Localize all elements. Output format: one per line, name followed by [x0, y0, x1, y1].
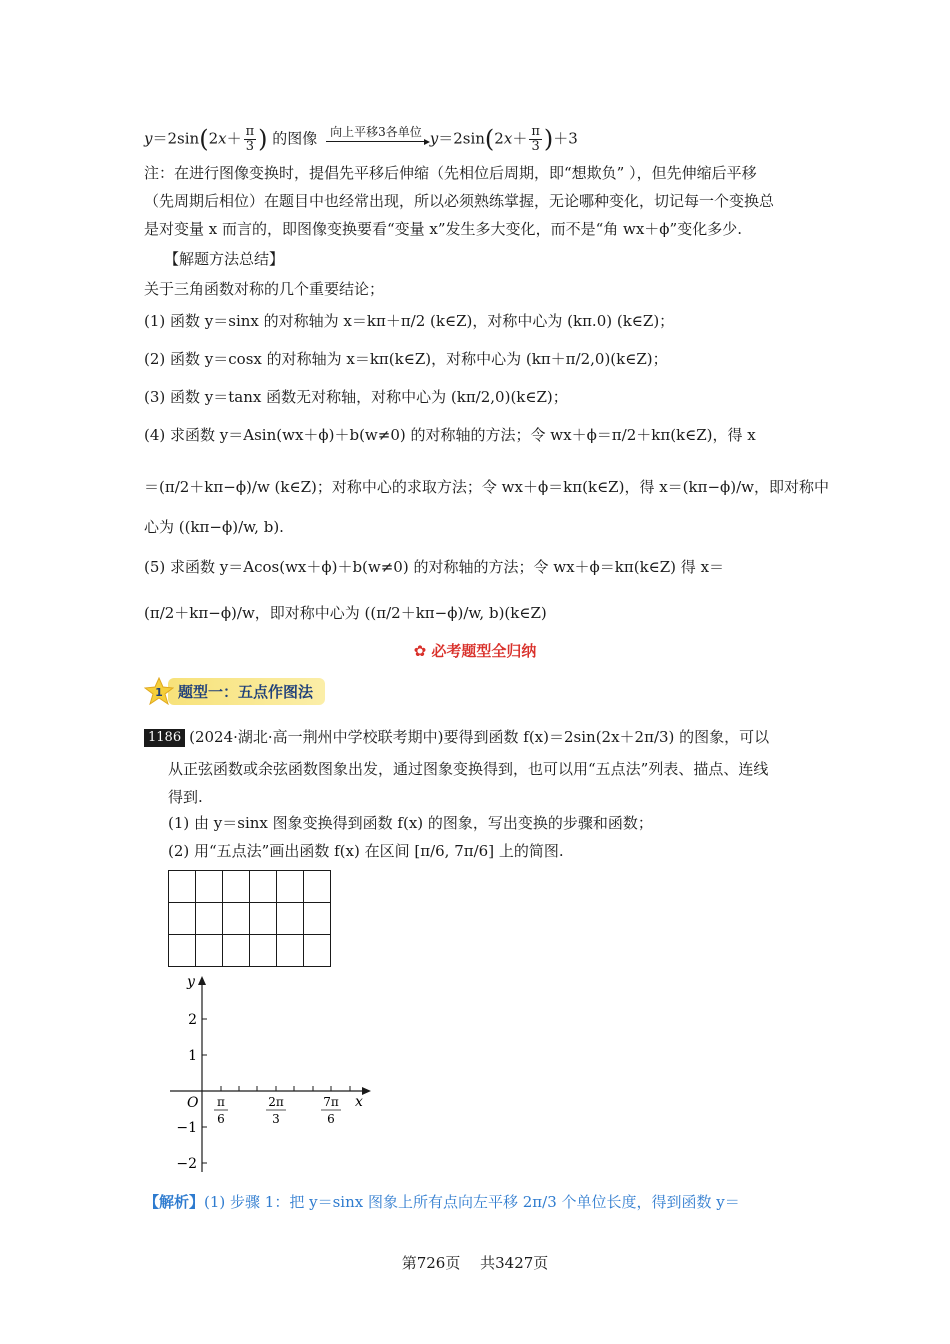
conclusion-5a: (5) 求函数 y＝Acos(wx＋ϕ)＋b(w≠0) 的对称轴的方法；令 wx＋ϕ＝kπ(k∈Z) 得 x＝ — [144, 558, 725, 576]
note-line-3: 是对变量 x 而言的，即图像变换要看“变量 x”发生多大变化，而不是“角 wx＋ϕ”变化多少. — [144, 220, 742, 238]
badge-number: 1 — [155, 686, 163, 699]
conclusion-5b: (π/2＋kπ−ϕ)/w，即对称中心为 ((π/2＋kπ−ϕ)/w, b)(k∈Z) — [144, 604, 547, 622]
x-tick-numerator: 7π — [323, 1095, 339, 1109]
problem-part-1: (1) 由 y＝sinx 图象变换得到函数 f(x) 的图象，写出变换的步骤和函数； — [168, 814, 653, 832]
summary-intro: 关于三角函数对称的几个重要结论； — [144, 280, 385, 298]
y-tick-label: 1 — [188, 1048, 197, 1064]
conclusion-4c: 心为 ((kπ−ϕ)/w, b). — [144, 518, 284, 536]
analysis-tag: 【解析】 — [144, 1193, 205, 1211]
transform-arrow: 向上平移3各单位 — [326, 125, 426, 153]
analysis-line: 【解析】(1) 步骤 1：把 y＝sinx 图象上所有点向左平移 2π/3 个单位长度，得到函数 y＝ — [144, 1193, 740, 1211]
section-title: ✿ 必考题型全归纳 — [413, 642, 537, 660]
y-axis-arrow — [198, 976, 206, 985]
note-line-2: （先周期后相位）在题目中也经常出现，所以必须熟练掌握，无论哪种变化，切记每一个变换总 — [144, 192, 775, 210]
five-point-table — [168, 870, 331, 967]
problem-line-2: 从正弦函数或余弦函数图象出发，通过图象变换得到，也可以用“五点法”列表、描点、连线 — [168, 760, 769, 778]
topic-badge — [144, 677, 325, 705]
x-tick-denominator: 6 — [327, 1112, 335, 1126]
gear-icon: ✿ — [413, 642, 432, 660]
problem-line-3: 得到. — [168, 788, 203, 806]
note-line-1: 注：在进行图像变换时，提倡先平移后伸缩（先相位后周期，即“想欺负” ），但先伸缩后平移 — [144, 164, 757, 182]
x-axis-label: x — [355, 1094, 363, 1110]
x-tick-numerator: π — [217, 1095, 225, 1109]
x-tick-denominator: 6 — [217, 1112, 225, 1126]
problem-line-1: 1186 (2024·湖北·高一荆州中学校联考期中)要得到函数 f(x)＝2sin(2x＋2π/3) 的图象，可以 — [144, 728, 769, 747]
conclusion-1: (1) 函数 y＝sinx 的对称轴为 x＝kπ＋π/2 (k∈Z)，对称中心为 (kπ.0) (k∈Z)； — [144, 312, 675, 330]
summary-heading: 【解题方法总结】 — [164, 250, 285, 268]
badge-title: 题型一：五点作图法 — [168, 678, 325, 705]
transform-middle: 的图像 — [272, 129, 318, 148]
conclusion-4b: ＝(π/2＋kπ−ϕ)/w (k∈Z)；对称中心的求取方法；令 wx＋ϕ＝kπ(k∈Z)，得 x＝(kπ−ϕ)/w，即对称中 — [144, 478, 830, 496]
transform-line: y＝2sin(2x＋ $\frac{\pi}{3}$ ) 的图像 向上平移3各单位 y＝2sin(2x＋ $\frac{\pi}{3}$ )＋3 — [144, 124, 578, 154]
conclusion-3: (3) 函数 y＝tanx 函数无对称轴，对称中心为 (kπ/2,0)(k∈Z)； — [144, 388, 568, 406]
problem-number: 1186 — [144, 729, 185, 747]
x-axis-arrow — [362, 1087, 371, 1095]
y-tick-label: 2 — [188, 1012, 197, 1028]
x-tick-numerator: 2π — [268, 1095, 284, 1109]
x-tick-denominator: 3 — [272, 1112, 280, 1126]
page-footer: 第726页 共3427页 — [401, 1254, 549, 1272]
y-axis-label: y — [187, 974, 195, 990]
origin-label: O — [187, 1095, 199, 1111]
problem-part-2: (2) 用“五点法”画出函数 f(x) 在区间 [π/6, 7π/6] 上的简图. — [168, 842, 564, 860]
star-icon — [144, 677, 174, 705]
conclusion-4a: (4) 求函数 y＝Asin(wx＋ϕ)＋b(w≠0) 的对称轴的方法；令 wx＋ϕ＝π/2＋kπ(k∈Z)，得 x — [144, 426, 756, 444]
conclusion-2: (2) 函数 y＝cosx 的对称轴为 x＝kπ(k∈Z)，对称中心为 (kπ＋π/2,0)(k∈Z)； — [144, 350, 668, 368]
coordinate-axes — [165, 972, 385, 1182]
y-tick-label: −1 — [176, 1120, 197, 1136]
y-tick-label: −2 — [176, 1156, 197, 1172]
